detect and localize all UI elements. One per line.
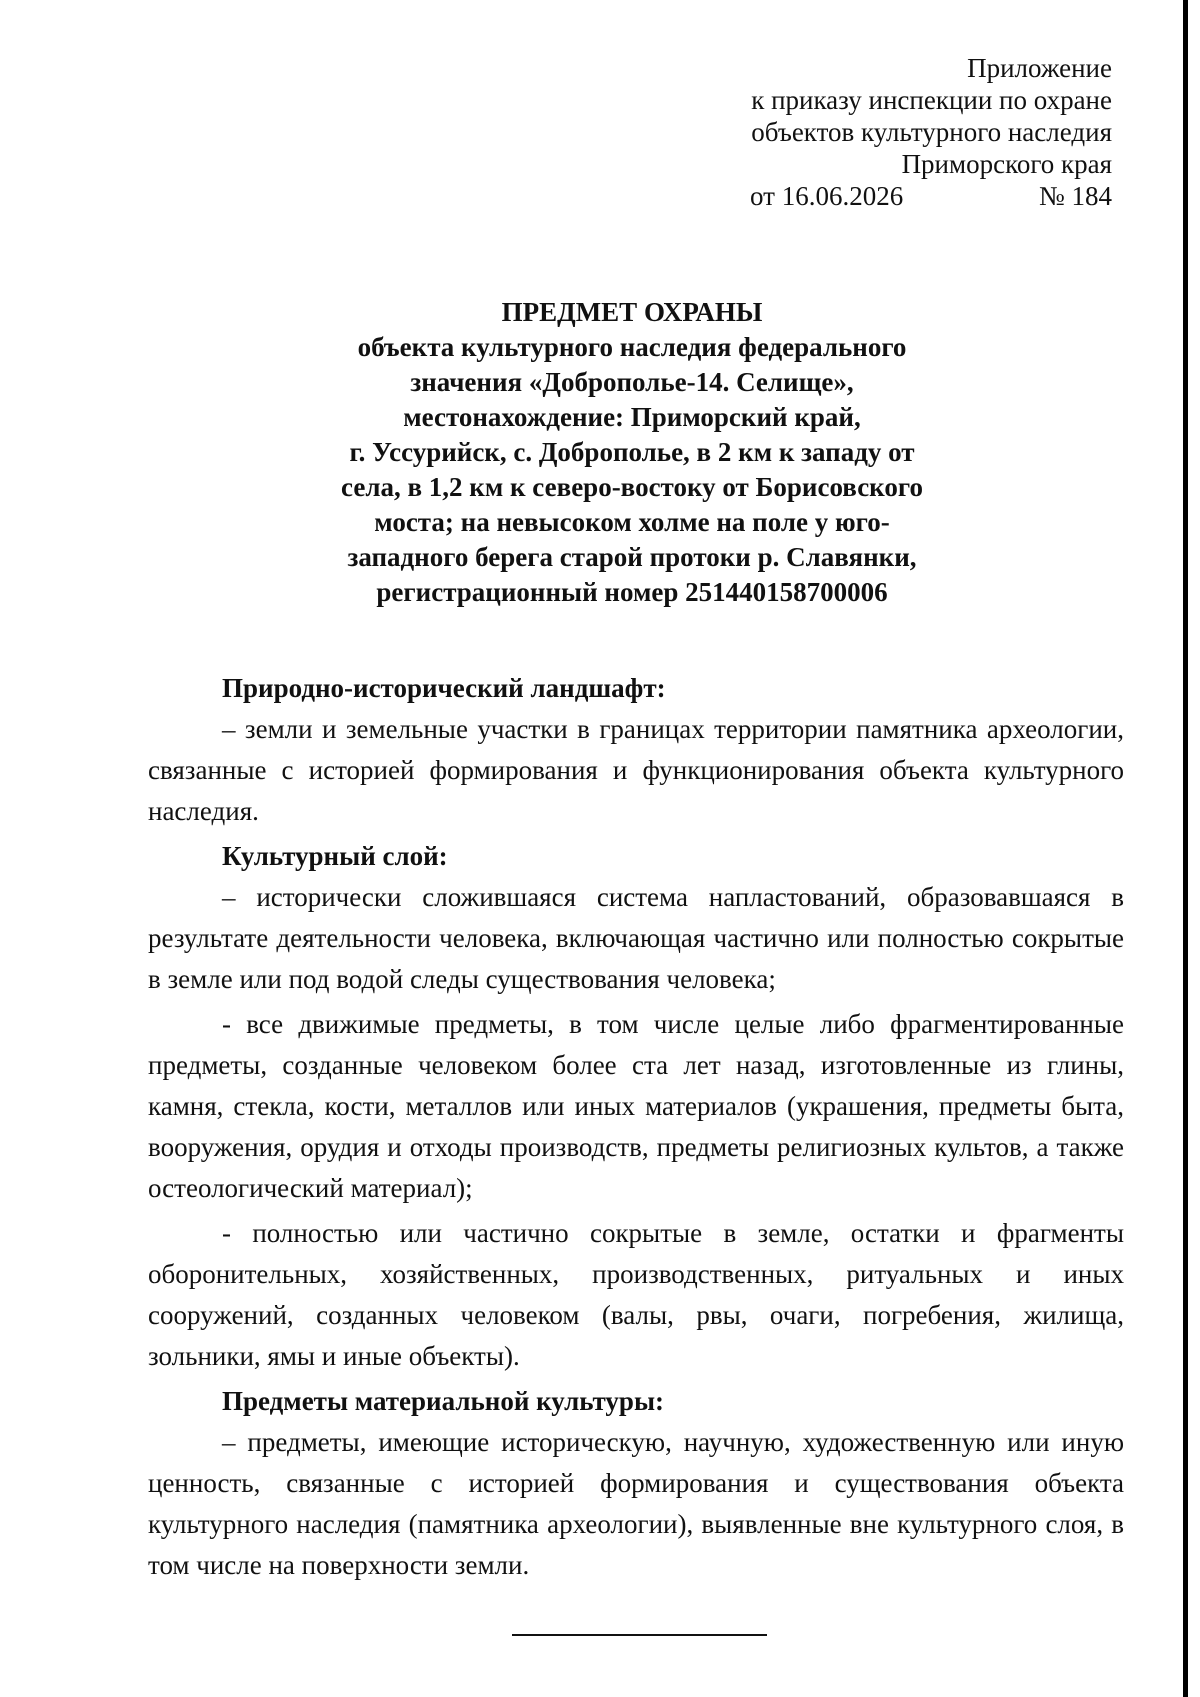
- approval-line-1: Приложение: [967, 53, 1112, 83]
- paragraph: – земли и земельные участки в границах территории памятника археологии, связанные с историей формирования и функционирования объекта культурного наследия.: [148, 714, 1124, 826]
- title-line: регистрационный номер 251440158700006: [376, 577, 888, 607]
- paragraph: - полностью или частично сокрытые в земле, остатки и фрагменты оборонительных, хозяйственных, производственных, ритуальных и иных сооружений, созданных человеком (валы, рвы, очаги, погребения, жилища, зольники, ямы и иные объекты).: [148, 1218, 1124, 1371]
- title-line: моста; на невысоком холме на поле у юго-: [374, 507, 890, 537]
- approval-date-row: [632, 180, 1112, 212]
- approval-line-2: к приказу инспекции по охране: [751, 85, 1112, 115]
- document-body: [148, 668, 1124, 1586]
- approval-date: от 16.06.2026: [750, 181, 904, 211]
- footer-rule: [512, 1634, 767, 1636]
- document-title: ПРЕДМЕТ ОХРАНЫ: [501, 297, 763, 327]
- section-heading-landscape: Природно-исторический ландшафт:: [222, 673, 666, 703]
- scan-edge-bar: [1183, 0, 1188, 1697]
- title-line: г. Уссурийск, с. Доброполье, в 2 км к западу от: [349, 437, 915, 467]
- title-line: села, в 1,2 км к северо-востоку от Борисовского: [341, 472, 923, 502]
- approval-block: [632, 52, 1112, 212]
- section-heading-material-culture: Предметы материальной культуры:: [222, 1386, 665, 1416]
- paragraph: – предметы, имеющие историческую, научную, художественную или иную ценность, связанные с историей формирования и существования объекта культурного наследия (памятника археологии), выявленные вне культурного слоя, в том числе на поверхности земли.: [148, 1427, 1124, 1580]
- document-title-block: [262, 295, 1002, 610]
- paragraph: – исторически сложившаяся система напластований, образовавшаяся в результате деятельности человека, включающая частично или полностью сокрытые в земле или под водой следы существования человека;: [148, 882, 1124, 994]
- title-line: объекта культурного наследия федерального: [357, 332, 907, 362]
- title-line: значения «Доброполье-14. Селище»,: [410, 367, 854, 397]
- approval-number: № 184: [1038, 181, 1112, 211]
- title-line: западного берега старой протоки р. Славянки,: [347, 542, 917, 572]
- approval-line-4: Приморского края: [901, 149, 1112, 179]
- approval-line-3: объектов культурного наследия: [751, 117, 1112, 147]
- paragraph: - все движимые предметы, в том числе целые либо фрагментированные предметы, созданные человеком более ста лет назад, изготовленные из глины, камня, стекла, кости, металлов или иных материалов (украшения, предметы быта, вооружения, орудия и отходы производств, предметы религиозных культов, а также остеологический материал);: [148, 1009, 1124, 1203]
- title-line: местонахождение: Приморский край,: [403, 402, 861, 432]
- section-heading-cultural-layer: Культурный слой:: [222, 841, 448, 871]
